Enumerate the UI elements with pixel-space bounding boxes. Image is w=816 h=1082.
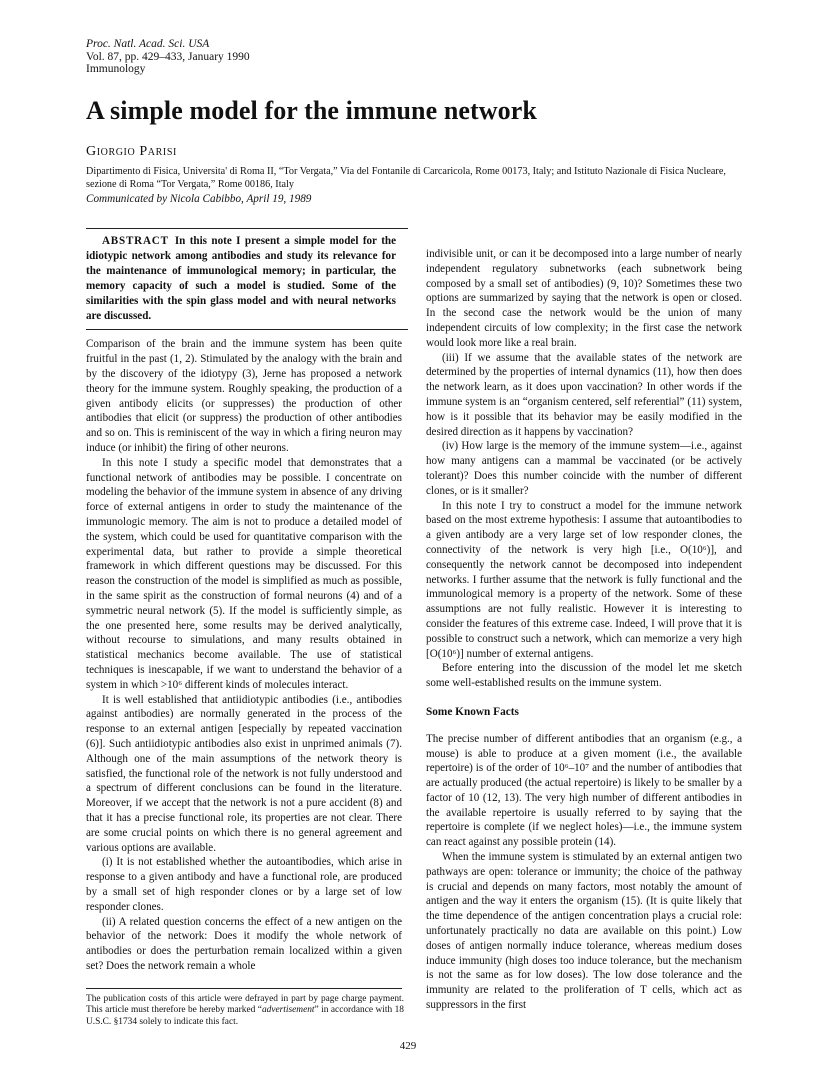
footnote bbox=[86, 994, 404, 1028]
section-heading: Some Known Facts bbox=[426, 705, 519, 718]
section-label: Immunology bbox=[86, 63, 146, 75]
paragraph: In this note I try to construct a model for the immune network based on the most extreme hypothesis: I assume that autoantibodies to a given antibody are a very large set of low responder clones, the connectivity of the network is very high [i.e., O(10⁶)], and consequently the network cannot be decomposed into independent networks. I further assume that the network is fully functional and the immunological memory is a property of the network. Some of these assumptions are not fully realistic. However it is interesting to consider the features of this extreme case. Indeed, I will prove that it is possible to construct such a network, which can memorize a very high [O(10⁶)] number of external antigens. bbox=[426, 499, 742, 660]
paragraph: indivisible unit, or can it be decomposed into a large number of nearly independent regulatory subnetworks (each subnetwork being composed by a small set of antibodies) (9, 10)? Sometimes these two options are summarized by saying that the network is open or closed. In the second case the network would be the union of many independent circuits of low complexity; in the first case the network would look more like a real brain. bbox=[426, 248, 742, 349]
abstract-top-rule bbox=[86, 228, 408, 229]
paragraph: It is well established that antiidiotypic antibodies (i.e., antibodies against antibodies) are normally generated in the process of the response to an external antigen [especially by repeated vaccination (6)]. Such antiidiotypic antibodies also exist in unprimed animals (7). Although one of the main assumptions of the network theory is satisfied, the functional role of the network is not fully understood and a spectrum of different conclusions can be found in the literature. Moreover, if we accept that the network is not a pure accident (8) and that it has a precise functional role, its properties are not clear. There are some crucial points on which there is no general agreement and various options are available. bbox=[86, 693, 402, 854]
abstract-label: ABSTRACT bbox=[102, 235, 169, 247]
paragraph: In this note I study a specific model that demonstrates that a functional network of antibodies may be possible. I concentrate on modeling the behavior of the immune system in absence of any driving force of external antigens in order to study the maintenance of the immunologic memory. The aim is not to produce a detailed model of the system, which could be used for quantitative comparison with the experimental data, but rather to provide a simple theoretical framework in which different questions may be discussed. For this reason the construction of the model is simplified as much as possible, in the same spirit as the construction of formal neurons (4) and of a symmetric neural network (5). If the model is sufficiently simple, as the one presented here, some results may be derived analytically, without recourse to simulations, and many results obtained in statistical mechanics become available. The use of statistical techniques is inescapable, if we want to understand the behavior of a system in which >10⁶ different kinds of molecules interact. bbox=[86, 456, 402, 691]
affiliation: Dipartimento di Fisica, Universita' di Roma II, “Tor Vergata,” Via del Fontanile di Carcaricola, Rome 00173, Italy; and Istituto Nazionale di Fisica Nucleare, sezione di Roma “Tor Vergata,” Rome 00186, Italy bbox=[86, 166, 726, 190]
footnote-italic: advertisement bbox=[261, 1005, 315, 1016]
paragraph: (ii) A related question concerns the effect of a new antigen on the behavior of the network: Does it modify the whole network of antibodies or does the perturbation remain localized within a given set? Does the network remain a whole bbox=[86, 915, 402, 972]
abstract bbox=[86, 234, 402, 323]
footnote-text-a: The publication costs of this article were defrayed in part by page charge payment. This article must therefore be hereby marked “ bbox=[86, 994, 404, 1016]
paragraph: Comparison of the brain and the immune system has been quite fruitful in the past (1, 2). Stimulated by the analogy with the brain and by the discovery of the idiotypy (3), Jerne has proposed a network theory for the immune system. Roughly speaking, the production of a given antibody elicits (or suppresses) the production of other antibodies that elicit (or suppress) the production of other antibodies and so on. This is reminiscent of the way in which a firing neuron may induce (or inhibit) the firing of other neurons. bbox=[86, 338, 402, 455]
footnote-text-b: ” in accordance with 18 U.S.C. §1734 solely to indicate this fact. bbox=[86, 1005, 404, 1027]
left-column bbox=[86, 234, 402, 974]
paragraph: (iv) How large is the memory of the immune system—i.e., against how many antigens can a mammal be vaccinated (or be actively tolerant)? Does this number coincide with the number of different clones, or is it smaller? bbox=[426, 440, 742, 497]
volume-info: Vol. 87, pp. 429–433, January 1990 bbox=[86, 50, 250, 63]
page-number: 429 bbox=[399, 1040, 417, 1052]
paragraph: (i) It is not established whether the autoantibodies, which arise in response to a given antibody and have a functional role, are produced by a small set of high responder clones or by a large set of low responder clones. bbox=[86, 856, 402, 913]
article-title: A simple model for the immune network bbox=[86, 96, 537, 125]
paragraph: The precise number of different antibodies that an organism (e.g., a mouse) is able to produce at a given moment (i.e., the available repertoire) is of the order of 10⁶–10⁷ and the number of antibodies that are actually produced (the actual repertoire) is likely to be smaller by a factor of 10 (12, 13). The very high number of different antibodies in the available repertoire is usually referred to by saying that the repertoire is complete (if we neglect holes)—i.e., the immune system can react against any possible protein (14). bbox=[426, 732, 742, 849]
communicated-by: Communicated by Nicola Cabibbo, April 19, 1989 bbox=[86, 193, 312, 205]
paragraph: (iii) If we assume that the available states of the network are determined by the properties of internal dynamics (11), how then does the network learn, as it does upon vaccination? In other words if the immune system is an “organism centered, self referential” (11) system, how is it possible that its behavior may be easily modified in the desired direction as it happens by vaccination? bbox=[426, 351, 742, 438]
journal-header bbox=[86, 38, 250, 76]
abstract-bottom-rule bbox=[86, 329, 408, 330]
paragraph: Before entering into the discussion of the model let me sketch some well-established results on the immune system. bbox=[426, 662, 742, 690]
author-name: Giorgio Parisi bbox=[86, 144, 177, 159]
abstract-text: In this note I present a simple model for the idiotypic network among antibodies and study its relevance for the maintenance of immunological memory; in particular, the memory capacity of such a model is studied. Some of the similarities with the spin glass model and with neural networks are discussed. bbox=[86, 235, 396, 322]
right-column bbox=[426, 247, 742, 1013]
journal-name: Proc. Natl. Acad. Sci. USA bbox=[86, 38, 210, 50]
footnote-rule bbox=[86, 988, 402, 989]
paragraph: When the immune system is stimulated by an external antigen two pathways are open: tolerance or immunity; the choice of the pathway is crucial and depends on many factors, most notably the amount of antigen and the way it enters the organism (15). (It is quite likely that the time dependence of the antigen concentration plays a crucial role: unfortunately practically no data are available on this point.) Low doses of antigen normally induce tolerance, whereas medium doses induce immunity (high doses too induce tolerance, but the mechanism is not the same as for low doses). The low dose tolerance and the immunity are related to the proliferation of T cells, which act as suppressors in the first bbox=[426, 851, 742, 1012]
